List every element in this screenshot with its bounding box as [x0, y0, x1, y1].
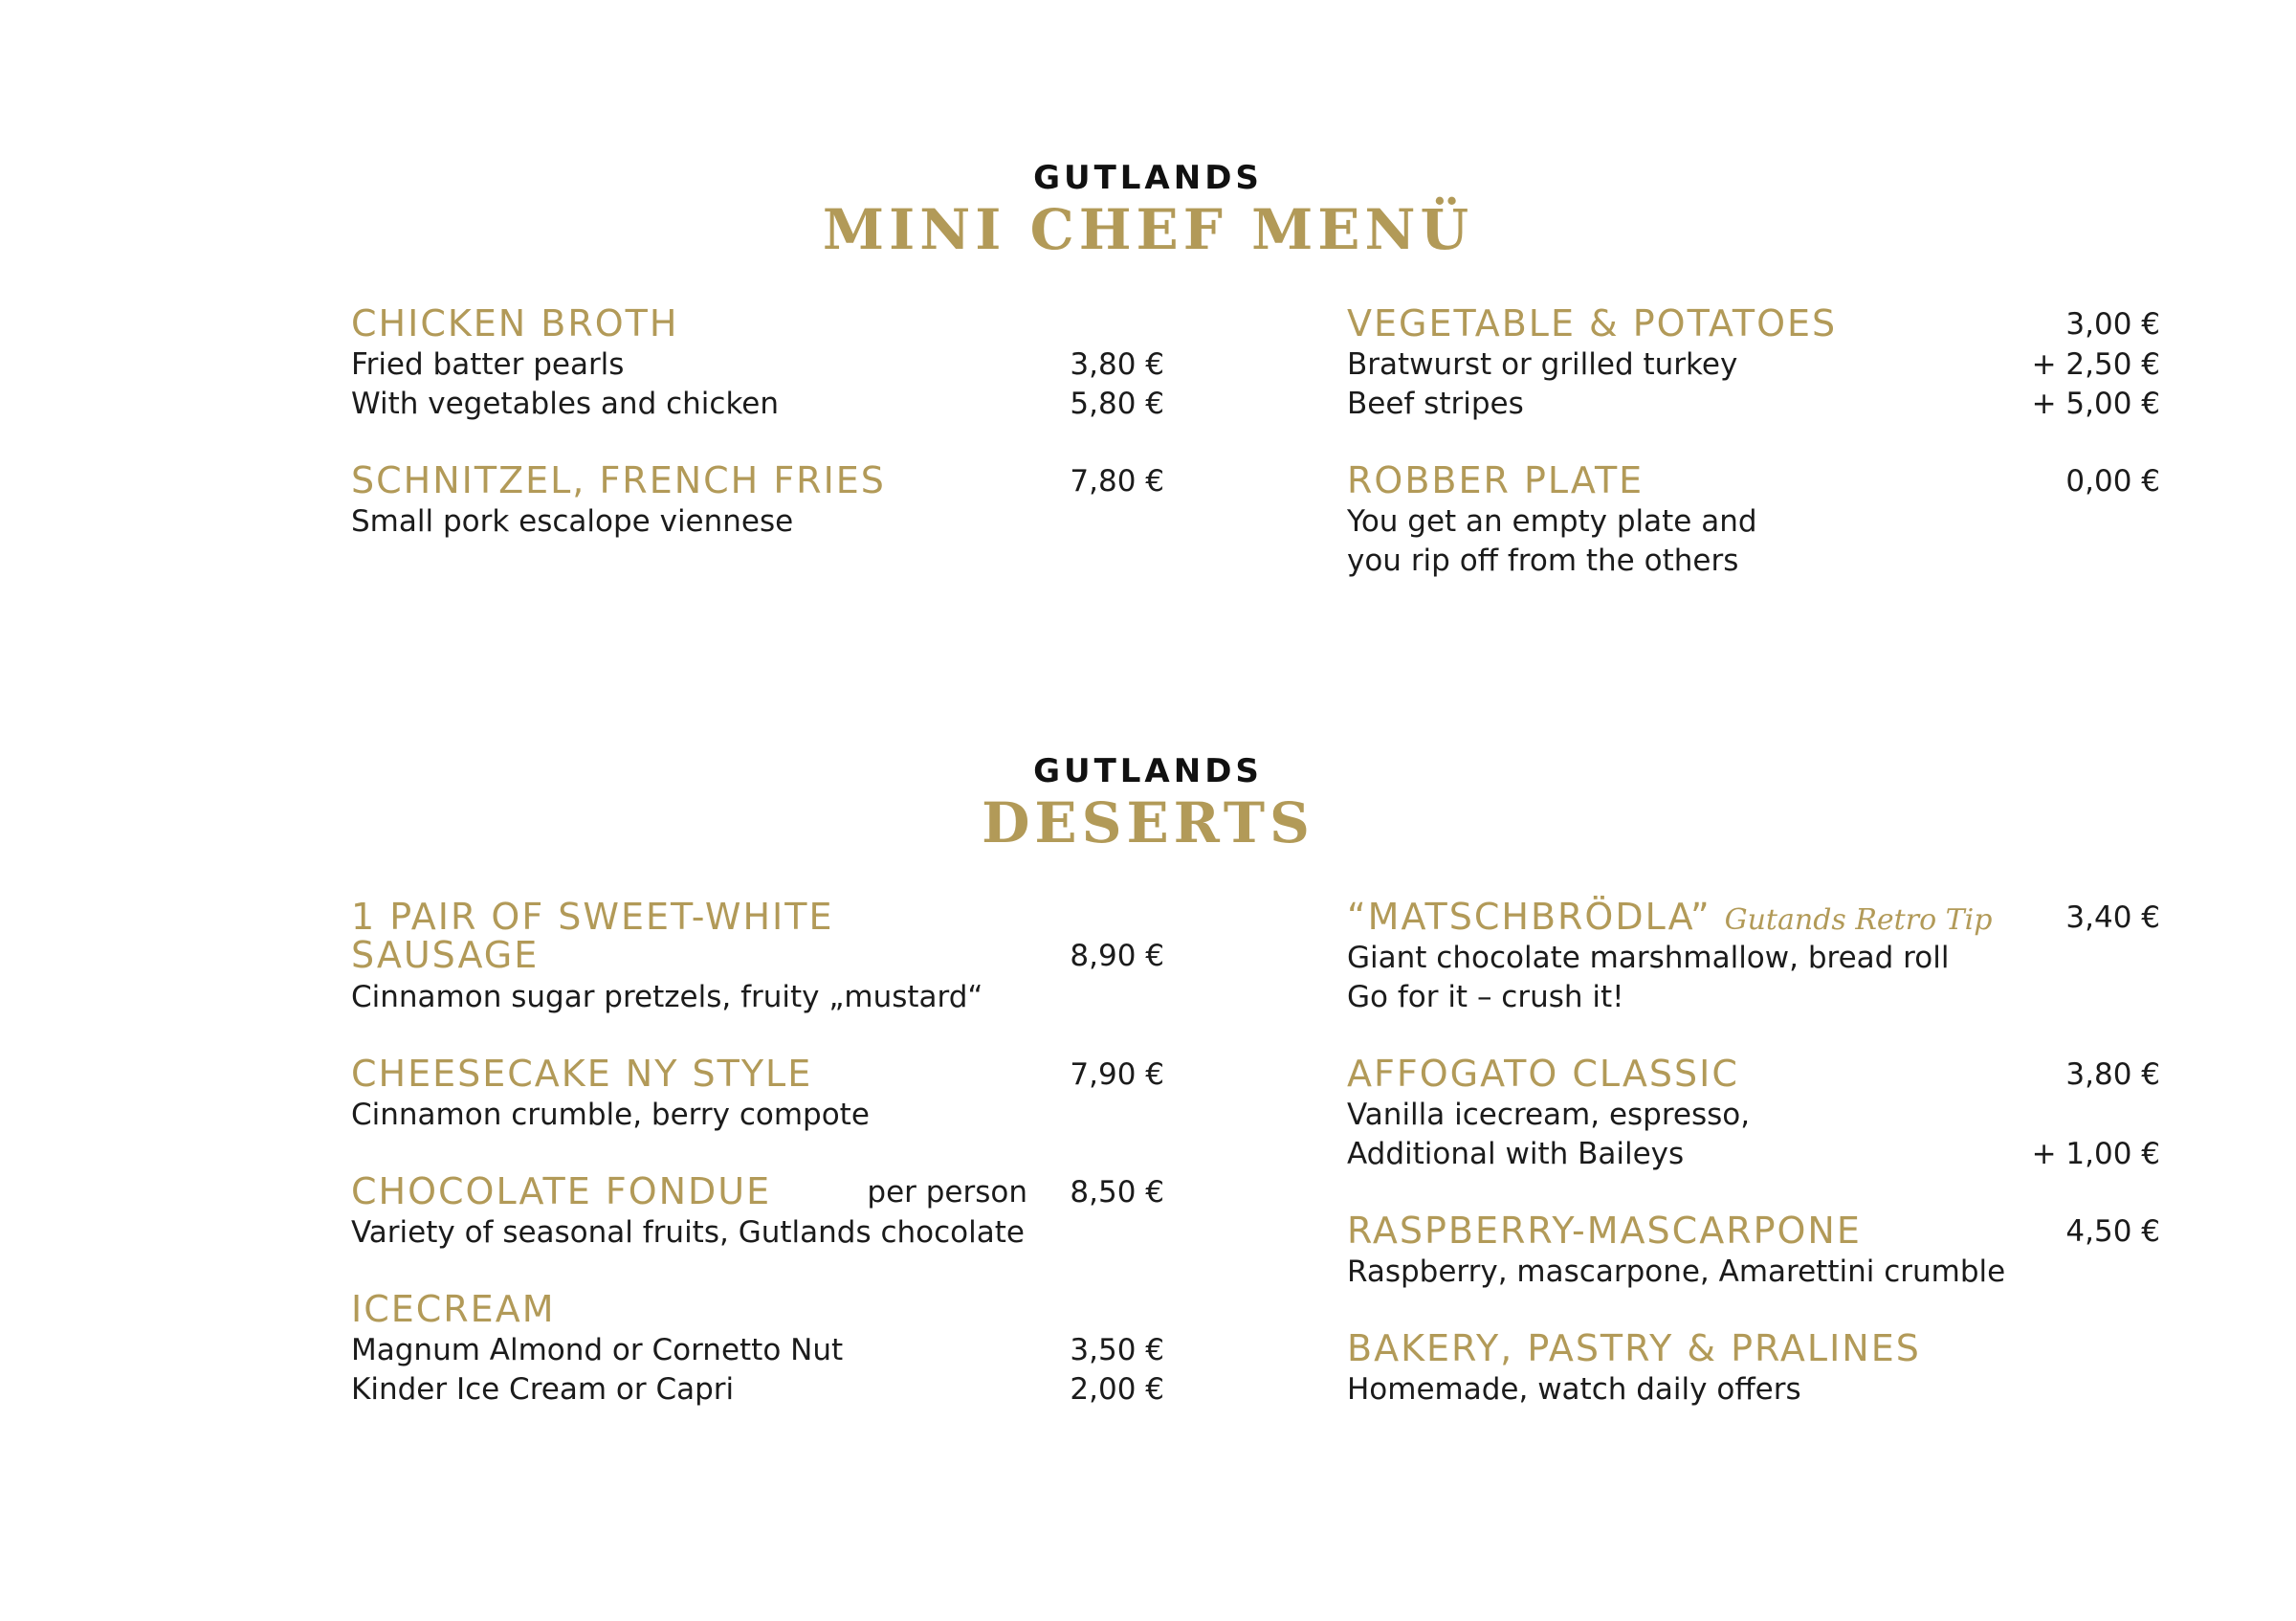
- item-price: 3,80 €: [2065, 1057, 2160, 1092]
- item-title: ROBBER PLATE: [1347, 459, 1645, 501]
- item-desc: Beef stripes: [1347, 387, 1524, 421]
- item-desc: Additional with Baileys: [1347, 1137, 1685, 1171]
- item-title: AFFOGATO CLASSIC: [1347, 1053, 1739, 1095]
- item-title: [1347, 898, 1992, 940]
- item-desc: you rip off from the others: [1347, 544, 1739, 578]
- item-title: RASPBERRY-MASCARPONE: [1347, 1210, 1862, 1252]
- item-price: 7,80 €: [1070, 464, 1164, 499]
- item-desc: Kinder Ice Cream or Capri: [351, 1372, 735, 1407]
- item-price: 3,40 €: [2065, 900, 2160, 935]
- item-title: ICECREAM: [351, 1288, 556, 1330]
- item-title: 1 PAIR OF SWEET-WHITE: [351, 896, 834, 938]
- deserts-brand: GUTLANDS: [1033, 752, 1263, 790]
- item-note: per person: [867, 1175, 1027, 1210]
- item-desc: Raspberry, mascarpone, Amarettini crumble: [1347, 1255, 2006, 1289]
- item-desc: Variety of seasonal fruits, Gutlands chocolate: [351, 1215, 1025, 1250]
- item-price: 3,50 €: [1070, 1333, 1164, 1367]
- item-title: SCHNITZEL, FRENCH FRIES: [351, 459, 886, 501]
- item-desc: Bratwurst or grilled turkey: [1347, 347, 1738, 382]
- retro-tip-label: Gutands Retro Tip: [1724, 903, 1993, 937]
- item-title: VEGETABLE & POTATOES: [1347, 302, 1838, 344]
- item-title: CHICKEN BROTH: [351, 302, 679, 344]
- item-desc: Vanilla icecream, espresso,: [1347, 1098, 1751, 1132]
- item-price: + 2,50 €: [2031, 347, 2160, 382]
- item-price: 8,50 €: [1070, 1175, 1164, 1210]
- item-title-text: “MATSCHBRÖDLA”: [1347, 896, 1711, 938]
- mini-title: MINI CHEF MENÜ: [822, 197, 1474, 262]
- item-price: 3,00 €: [2065, 307, 2160, 342]
- item-price: 8,90 €: [1070, 939, 1164, 973]
- item-title: BAKERY, PASTRY & PRALINES: [1347, 1327, 1921, 1369]
- item-title: CHOCOLATE FONDUE: [351, 1170, 772, 1212]
- item-title-line2: SAUSAGE: [351, 934, 540, 976]
- item-price: 7,90 €: [1070, 1057, 1164, 1092]
- item-desc: Magnum Almond or Cornetto Nut: [351, 1333, 844, 1367]
- item-desc: Homemade, watch daily offers: [1347, 1372, 1801, 1407]
- item-desc: You get an empty plate and: [1347, 504, 1757, 539]
- item-price: 3,80 €: [1070, 347, 1164, 382]
- item-price: + 5,00 €: [2031, 387, 2160, 421]
- item-desc: Go for it – crush it!: [1347, 980, 1624, 1014]
- item-price: + 1,00 €: [2031, 1137, 2160, 1171]
- mini-brand: GUTLANDS: [1033, 159, 1263, 197]
- item-desc: Cinnamon crumble, berry compote: [351, 1098, 870, 1132]
- item-price: 2,00 €: [1070, 1372, 1164, 1407]
- item-title: CHEESECAKE NY STYLE: [351, 1053, 813, 1095]
- item-price: 5,80 €: [1070, 387, 1164, 421]
- item-desc: With vegetables and chicken: [351, 387, 780, 421]
- item-desc: Giant chocolate marshmallow, bread roll: [1347, 941, 1950, 975]
- item-desc: Cinnamon sugar pretzels, fruity „mustard“: [351, 980, 983, 1014]
- deserts-title: DESERTS: [982, 790, 1314, 855]
- item-desc: Fried batter pearls: [351, 347, 625, 382]
- item-price: 0,00 €: [2065, 464, 2160, 499]
- item-price: 4,50 €: [2065, 1214, 2160, 1249]
- item-desc: Small pork escalope viennese: [351, 504, 794, 539]
